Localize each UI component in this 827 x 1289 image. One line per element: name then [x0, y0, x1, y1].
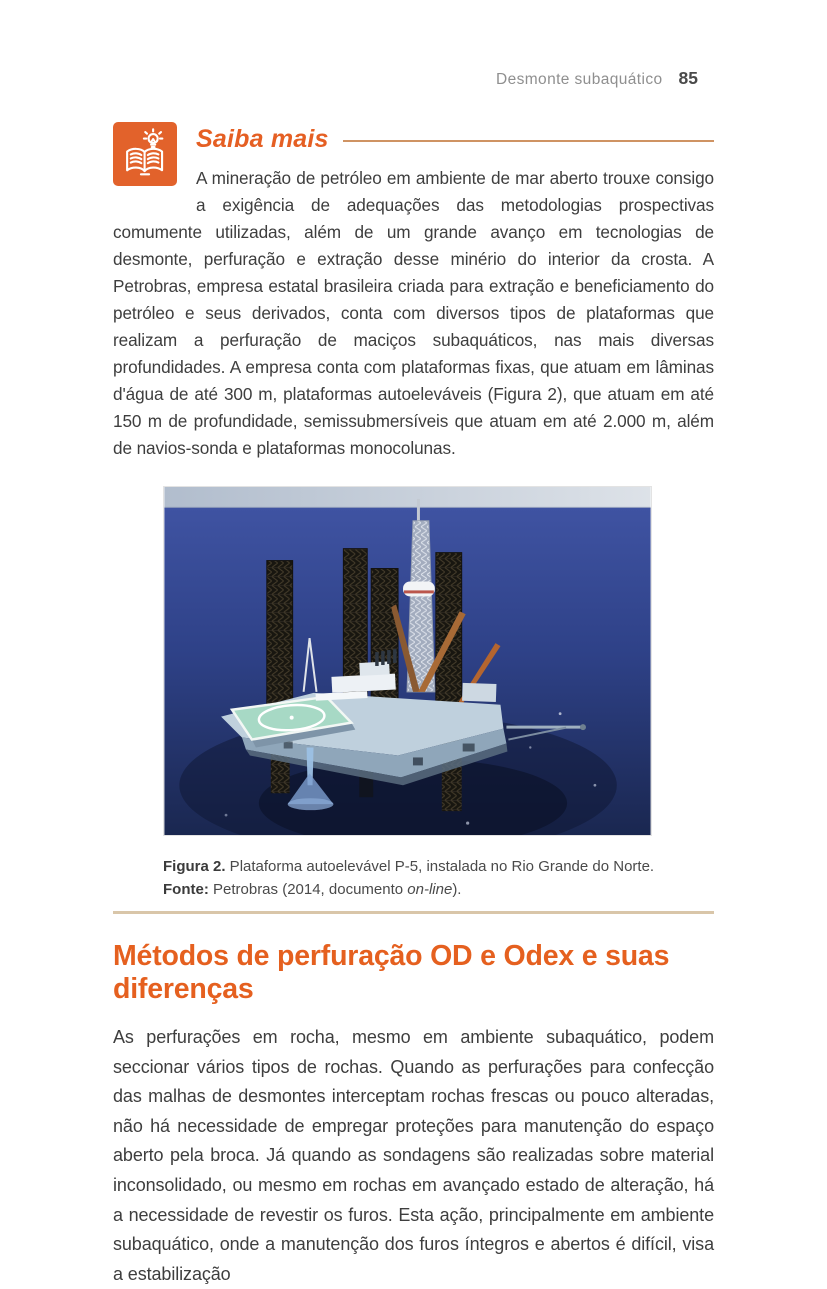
figure-source-line [163, 879, 714, 902]
callout-rule [343, 140, 714, 142]
figure-source-text: Petrobras (2014, documento [208, 880, 408, 898]
figure-source-label: Fonte: [163, 880, 209, 898]
figure-caption-text: Plataforma autoelevável P-5, instalada no Rio Grande do Norte. [225, 858, 655, 875]
callout-icon-wrap [113, 122, 177, 216]
page-number: 85 [678, 68, 698, 88]
section-paragraph: As perfurações em rocha, mesmo em ambiente subaquático, podem seccionar vários tipos de rochas. Quando as perfurações para confecção das malhas de desmontes interceptam rochas frescas ou pouco alteradas, não há necessidade de empregar proteções para manutenção do espaço aberto pela broca. Já quando as sondagens são realizadas sobre material inconsolidado, ou mesmo em rochas em avançado estado de alteração, há a necessidade de revestir os furos. Esta ação, principalmente em ambiente subaquático, onde a manutenção dos furos íntegros e abertos é difícil, visa a estabilização [113, 1027, 714, 1284]
figure-caption [163, 856, 714, 901]
section-divider [113, 911, 714, 914]
callout-title-row [196, 122, 714, 154]
running-header [113, 68, 714, 89]
figure-caption-label: Figura 2. [163, 858, 226, 875]
photo-sky [164, 487, 650, 509]
figure-source-italic: on-line [407, 880, 453, 898]
section-heading: Métodos de perfuração OD e Odex e suas diferenças [113, 940, 670, 1005]
saiba-mais-callout [113, 122, 714, 462]
figure-caption-line [163, 856, 714, 879]
open-book-lightbulb-icon [113, 122, 177, 186]
callout-paragraph: A mineração de petróleo em ambiente de mar aberto trouxe consigo a exigência de adequações das metodologias prospectivas comumente utilizadas, além de um grande avanço em tecnologias de desmonte, perfuração e extração desse minério do interior da crosta. A Petrobras, empresa estatal brasileira criada para extração e beneficiamento do petróleo e seus derivados, conta com diversos tipos de plataformas que realizam a perfuração de maciços subaquáticos, nas mais diversas profundidades. A empresa conta com plataformas fixas, que atuam em lâminas d'água de até 300 m, plataformas autoeleváveis (Figura 2), que atuam em até 150 m de profundidade, semissubmersíveis que atuam em até 2.000 m, além de navios-sonda e plataformas monocolunas. [113, 168, 714, 458]
figure-2 [163, 486, 714, 901]
callout-title: Saiba mais [196, 125, 329, 153]
running-title: Desmonte subaquático [495, 71, 663, 88]
figure-source-suffix: ). [452, 880, 462, 898]
oil-platform-photo [163, 486, 652, 836]
